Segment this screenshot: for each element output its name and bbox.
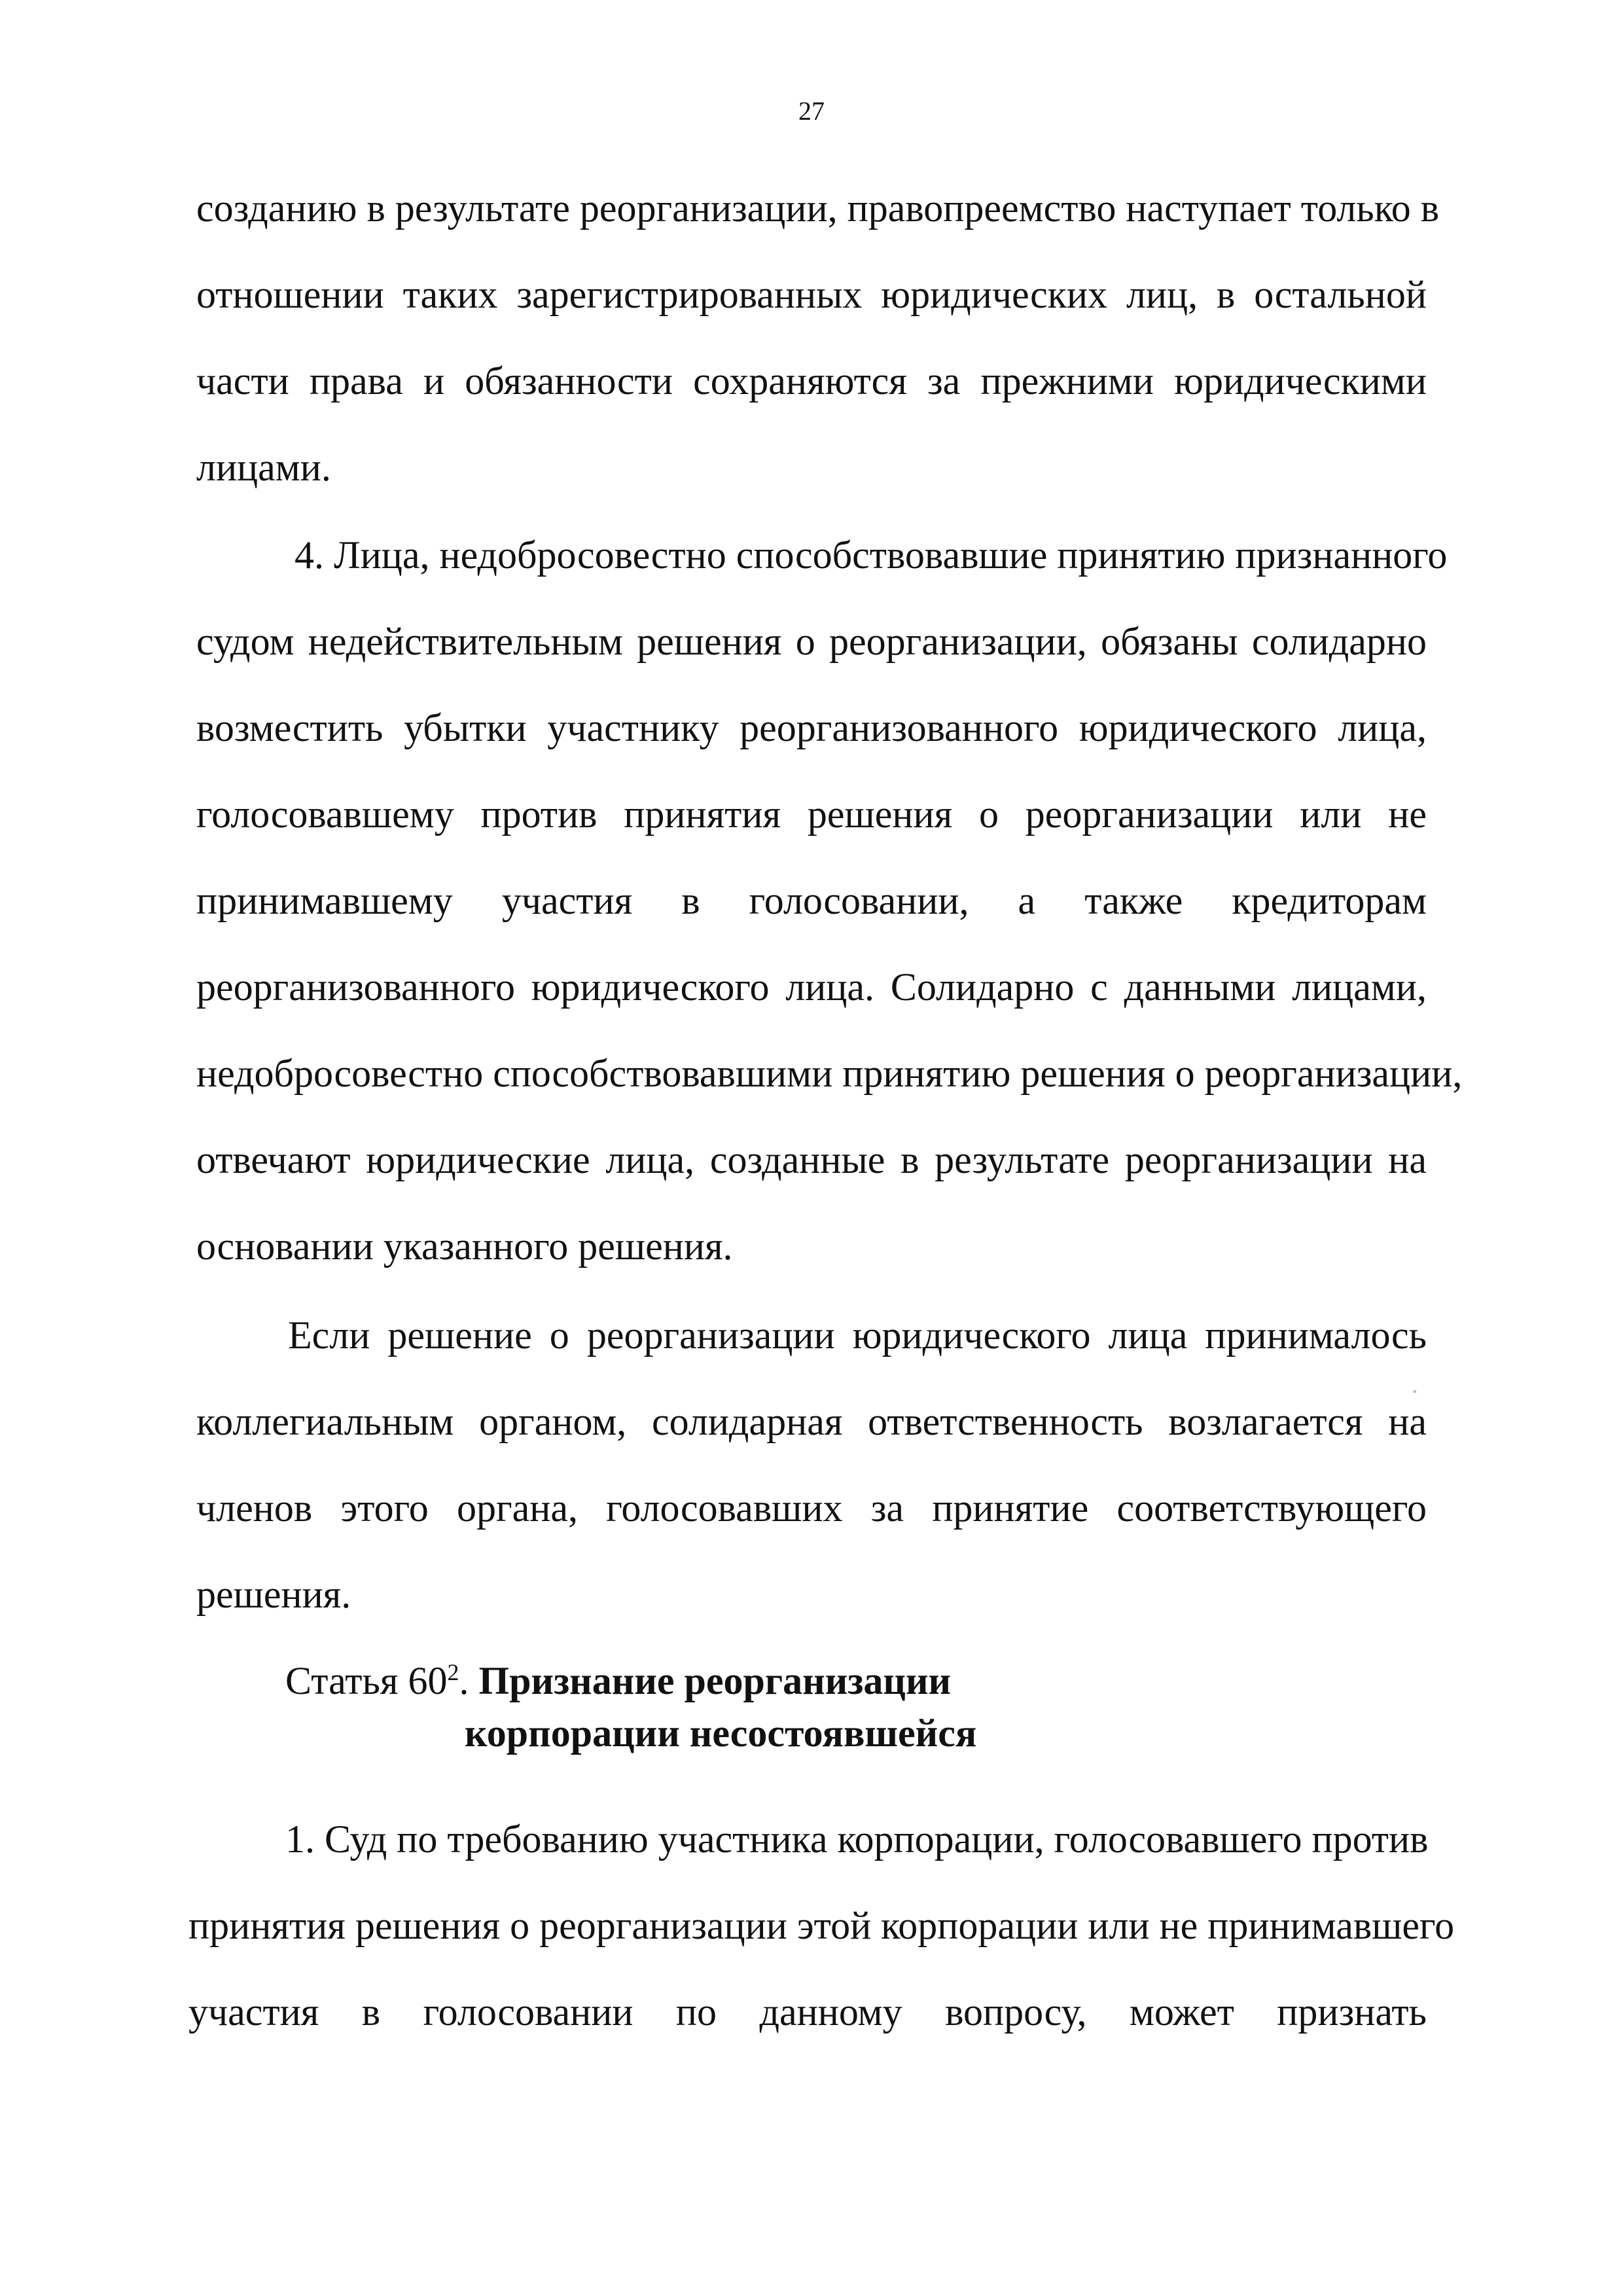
paragraph-3-line: Если решение о реорганизации юридического лица принималось: [288, 1314, 1427, 1357]
paragraph-3-line: коллегиальным органом, солидарная ответственность возлагается на: [196, 1400, 1427, 1443]
paragraph-2-line: судом недействительным решения о реорганизации, обязаны солидарно: [196, 620, 1427, 663]
article-number: Статья 60: [285, 1659, 448, 1702]
paragraph-2-line: недобросовестно способствовавшими принятию решения о реорганизации,: [196, 1052, 1463, 1095]
scan-speck: [1414, 1390, 1416, 1393]
paragraph-2-line: принимавшему участия в голосовании, а также кредиторам: [196, 879, 1427, 922]
paragraph-2-line: голосовавшему против принятия решения о реорганизации или не: [196, 793, 1427, 836]
paragraph-3-line: членов этого органа, голосовавших за принятие соответствующего: [196, 1486, 1427, 1530]
paragraph-3-line: решения.: [196, 1573, 351, 1616]
paragraph-2-line: возместить убытки участнику реорганизованного юридического лица,: [196, 706, 1427, 749]
paragraph-4-line: участия в голосовании по данному вопросу, может признать: [188, 1990, 1427, 2034]
paragraph-2-line: 4. Лица, недобросовестно способствовавшие принятию признанного: [294, 533, 1448, 577]
paragraph-2-line: отвечают юридические лица, созданные в результате реорганизации на: [196, 1138, 1427, 1181]
article-dot: .: [459, 1659, 469, 1702]
article-title-line-1: Признание реорганизации: [478, 1659, 952, 1702]
article-heading: [285, 1657, 951, 1704]
paragraph-1-line: лицами.: [196, 446, 331, 489]
article-number-superscript: 2: [447, 1659, 459, 1685]
paragraph-2-line: основании указанного решения.: [196, 1225, 733, 1268]
article-title-line-2-container: [465, 1710, 976, 1757]
paragraph-1-line: отношении таких зарегистрированных юридических лиц, в остальной: [196, 273, 1427, 316]
paragraph-1-line: части права и обязанности сохраняются за прежними юридическими: [196, 359, 1427, 403]
paragraph-4-line: 1. Суд по требованию участника корпорации, голосовавшего против: [285, 1818, 1429, 1861]
paragraph-1-line: созданию в результате реорганизации, правопреемство наступает только в: [196, 187, 1440, 230]
paragraph-4-line: принятия решения о реорганизации этой корпорации или не принимавшего: [188, 1904, 1455, 1947]
paragraph-2-line: реорганизованного юридического лица. Солидарно с данными лицами,: [196, 965, 1427, 1009]
article-title-line-2: корпорации несостоявшейся: [465, 1712, 977, 1755]
page-number: 27: [798, 96, 825, 126]
